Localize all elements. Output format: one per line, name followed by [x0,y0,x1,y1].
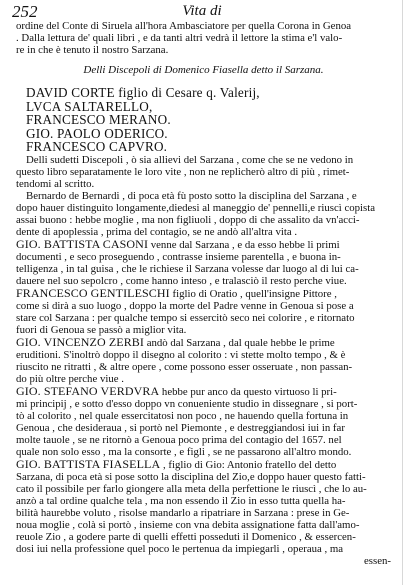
text-line: mi principij , e sotto d'esso doppo vn conueniente studio in dissegnare , si port- [16,397,358,410]
text-line: . Dalla lettura de' quali libri , e da tanti altri vedrà il lettore la stima e'l valo- [16,32,343,44]
disciple-name: DAVID CORTE figlio di Cesare q. Valerij, [26,85,260,100]
text-line: stare col Sarzana : per qualche tempo si essercitò seco nei colorire , e ritornato [16,311,355,324]
text-line [16,458,391,471]
running-head: Vita di [182,3,222,19]
text-line: cato il possibile per farlo giongere alla meta della perfettione le riuscì , che lo au- [16,482,367,495]
text-line: do più oltre perche viue . [16,372,124,385]
page-header [8,2,396,22]
text-run: andò dal Sarzana , dal quale hebbe le prime [144,336,335,349]
disciple-name: GIO. VINCENZO ZERBI [16,334,144,349]
text-line: riuscito ne ritratti , & altre opere , come possono esser osseruate , non passan- [16,360,353,373]
text-line: tò al colorito , nel quale essercitatosi non poco , ne hauendo quella fortuna in [16,409,349,422]
text-line: questo libro separatamente le loro vite , non ne replicherò altro di più , rimet- [16,165,350,178]
disciple-name: FRANCESCO MERANO. [26,112,171,128]
text-line: Genoua , che desideraua , si portò nel Piemonte , e destreggiandosi iui in far [16,421,345,434]
text-line [16,287,391,300]
text-line: fuori di Genoua se passò a miglior vita. [16,323,187,336]
text-line: molte tauole , se ne ritornò a Genoua poco prima del contagio del 1657. nel [16,433,342,446]
section-title: Delli Discepoli di Domenico Fiasella detto il Sarzana. [83,64,324,76]
text-line: Bernardo de Bernardi , di poca età fù posto sotto la disciplina del Sarzana , e [26,189,357,202]
text-line: reuole Zio , a godere parte di quelli effetti posseduti il Domenico , & essercen- [16,530,356,543]
text-line: ordine del Conte di Siruela all'hora Ambasciatore per quella Corona in Genoa [16,20,352,32]
disciple-name: GIO. STEFANO VERDVRA [16,383,160,398]
disciple-name: GIO. BATTISTA CASONI [16,236,149,251]
text-line: dauere nel suo sepolcro , come hanno inteso , e tralasciò il resto perche viue. [16,274,347,287]
text-line: bilità haurebbe voluto , risolse mandarlo a ripatriare in Sarzana : prese in Ge- [16,506,350,519]
text-line: eruditioni. S'inoltrò doppo il disegno al colorito : vi stette molto tempo , & è [16,348,346,361]
disciple-name: LVCA SALTARELLO, [26,98,153,114]
catchword: essen- [364,554,391,567]
text-line: anzò a tal ordine qualche tela , ma non essendo il Zio in esso tutta quella ha- [16,494,346,507]
page-body [16,20,391,567]
text-line: dente di apoplessia , prima del contagio, se ne andò all'altra vita . [16,225,298,238]
text-line: tendomi al scritto. [16,177,95,190]
text-line: re in che è tenuto il nostro Sarzana. [16,44,169,56]
text-run: , figlio di Gio: Antonio fratello del detto [160,458,337,471]
text-line: telligenza , in tal guisa , che le richiese il Sarzana volesse dar luogo al di lui ca- [16,262,359,275]
text-line: come si dirà a suo luogo , doppo la morte del Padre venne in Genoua si pose a [16,299,354,312]
disciple-name: GIO. PAOLO ODERICO. [26,125,168,141]
text-line: Sarzana, di poca età si pose sotto la disciplina del Zio,e doppo hauer questo fatti- [16,470,366,483]
disciple-name: FRANCESCO CAPVRO. [26,139,168,155]
text-line: dosi iui nella professione quel poco le pertenua da impiegarli , operaua , ma [16,542,344,555]
page-number: 252 [12,2,38,21]
text-run: hebbe pur anco da questo virtuoso li pri- [159,385,337,398]
page-edge-line [402,0,403,585]
text-line: quale non solo esso , ma la consorte , e figli , se ne passarono all'altro mondo. [16,445,352,458]
disciple-name: GIO. BATTISTA FIASELLA [16,456,161,471]
disciple-name: FRANCESCO GENTILESCHI [16,285,170,300]
text-line: documenti , e seco proseguendo , contrasse insieme parentella , e buona in- [16,250,341,263]
text-run: figlio di Oratio , quell'insigne Pittore , [169,287,337,300]
text-line [16,385,391,398]
text-run: venne dal Sarzana , e da esso hebbe li primi [148,238,340,251]
text-line: Delli sudetti Discepoli , ò sia allievi del Sarzana , come che se ne vedono in [26,153,354,166]
text-line: dopo hauer distinguito longamente,diedesi al maneggio de' pennelli,e riuscì copista [16,201,376,214]
text-line [16,238,391,251]
text-line: assai buono : hebbe moglie , ma non figliuoli , doppo di che assalito da vn'acci- [16,213,360,226]
text-line [16,336,391,349]
text-line: noua moglie , colà si portò , insieme con vna debita assignatione fatta dall'amo- [16,518,360,531]
